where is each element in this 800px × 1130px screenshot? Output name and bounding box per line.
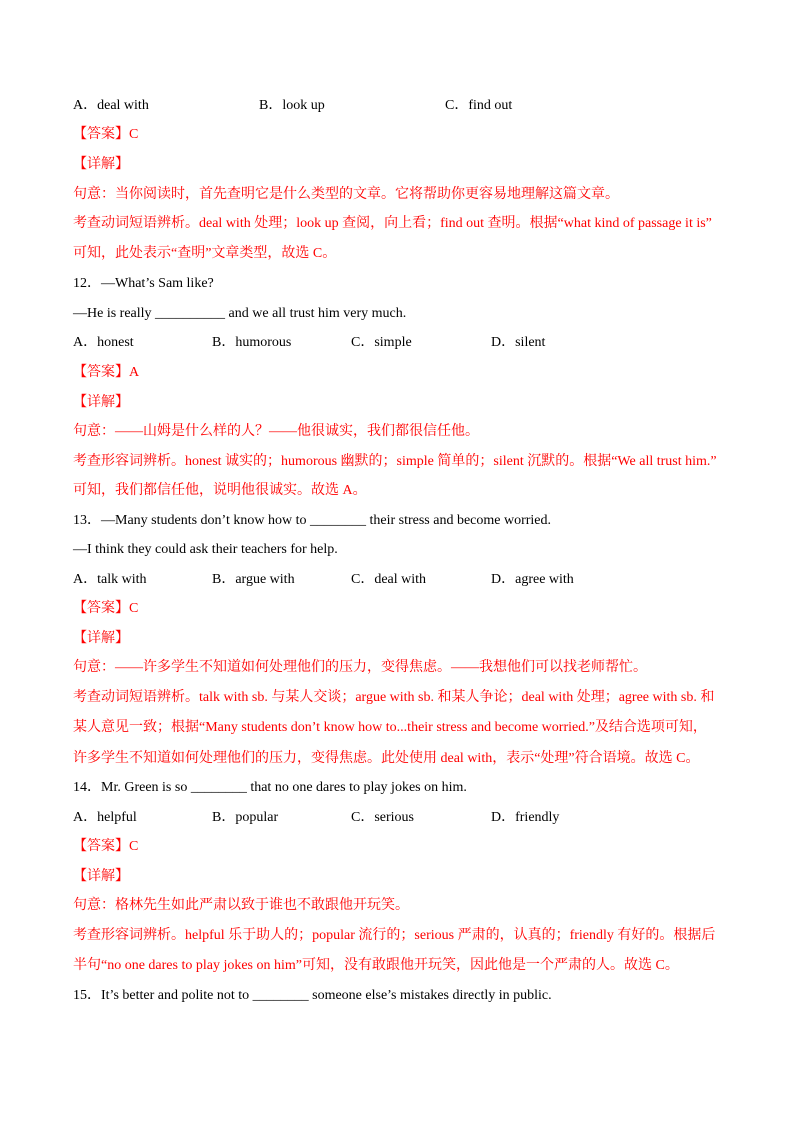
q12-option-a: A．honest xyxy=(73,335,134,350)
q11-option-a: A．deal with xyxy=(73,98,149,113)
q14-analysis-line-2: 半句“no one dares to play jokes on him”可知，没有敢跟他开玩笑，因此他是一个严肃的人。故选 C。 xyxy=(73,958,679,973)
q14-option-b: B．popular xyxy=(212,810,279,825)
q13-analysis-line-3: 许多学生不知道如何处理他们的压力，变得焦虑。此处使用 deal with，表示“处理”符合语境。故选 C。 xyxy=(73,751,700,766)
q14-option-c: C．serious xyxy=(351,810,414,825)
q14-stem: 14．Mr. Green is so ________ that no one dares to play jokes on him. xyxy=(73,780,467,795)
q13-analysis-line-2: 某人意见一致；根据“Many students don’t know how to...their stress and become worried.”及结合选项可知， xyxy=(73,720,707,735)
q14-option-a: A．helpful xyxy=(73,810,137,825)
q11-analysis-line-2: 可知，此处表示“查明”文章类型，故选 C。 xyxy=(73,246,337,261)
q11-option-b: B．look up xyxy=(259,98,325,113)
q12-option-b: B．humorous xyxy=(212,335,292,350)
q13-meaning: 句意：——许多学生不知道如何处理他们的压力，变得焦虑。——我想他们可以找老师帮忙。 xyxy=(73,660,647,675)
q14-meaning: 句意：格林先生如此严肃以致于谁也不敢跟他开玩笑。 xyxy=(73,898,409,913)
q12-answer: 【答案】A xyxy=(73,365,140,380)
q12-option-d: D．silent xyxy=(491,335,546,350)
q12-meaning: 句意：——山姆是什么样的人？——他很诚实，我们都很信任他。 xyxy=(73,424,479,439)
q11-option-c: C．find out xyxy=(445,98,513,113)
q13-option-d: D．agree with xyxy=(491,572,574,587)
q13-option-a: A．talk with xyxy=(73,572,147,587)
q14-detail-label: 【详解】 xyxy=(73,869,129,884)
q11-analysis-line-1: 考查动词短语辨析。deal with 处理；look up 查阅，向上看；find out 查明。根据“what kind of passage it is” xyxy=(73,216,712,231)
q13-option-b: B．argue with xyxy=(212,572,295,587)
q13-stem: 13．—Many students don’t know how to ________ their stress and become worried. xyxy=(73,513,552,528)
q12-detail-label: 【详解】 xyxy=(73,395,129,410)
q11-detail-label: 【详解】 xyxy=(73,157,129,172)
q15-stem: 15．It’s better and polite not to ________ someone else’s mistakes directly in public. xyxy=(73,988,552,1003)
q11-meaning: 句意：当你阅读时，首先查明它是什么类型的文章。它将帮助你更容易地理解这篇文章。 xyxy=(73,187,619,202)
q14-analysis-line-1: 考查形容词辨析。helpful 乐于助人的；popular 流行的；serious 严肃的，认真的；friendly 有好的。根据后 xyxy=(73,928,716,943)
q13-stem-reply: —I think they could ask their teachers for help. xyxy=(73,542,338,557)
q14-option-d: D．friendly xyxy=(491,810,560,825)
q12-option-c: C．simple xyxy=(351,335,412,350)
q11-answer: 【答案】C xyxy=(73,127,139,142)
q13-option-c: C．deal with xyxy=(351,572,427,587)
q12-analysis-line-2: 可知，我们都信任他，说明他很诚实。故选 A。 xyxy=(73,483,367,498)
q13-answer: 【答案】C xyxy=(73,601,139,616)
q12-analysis-line-1: 考查形容词辨析。honest 诚实的；humorous 幽默的；simple 简单的；silent 沉默的。根据“We all trust him.” xyxy=(73,454,717,469)
q14-answer: 【答案】C xyxy=(73,839,139,854)
q12-stem-reply: —He is really __________ and we all trust him very much. xyxy=(73,306,407,321)
q13-analysis-line-1: 考查动词短语辨析。talk with sb. 与某人交谈；argue with sb. 和某人争论；deal with 处理；agree with sb. 和 xyxy=(73,690,715,705)
q12-stem: 12．—What’s Sam like? xyxy=(73,276,214,291)
q13-detail-label: 【详解】 xyxy=(73,631,129,646)
